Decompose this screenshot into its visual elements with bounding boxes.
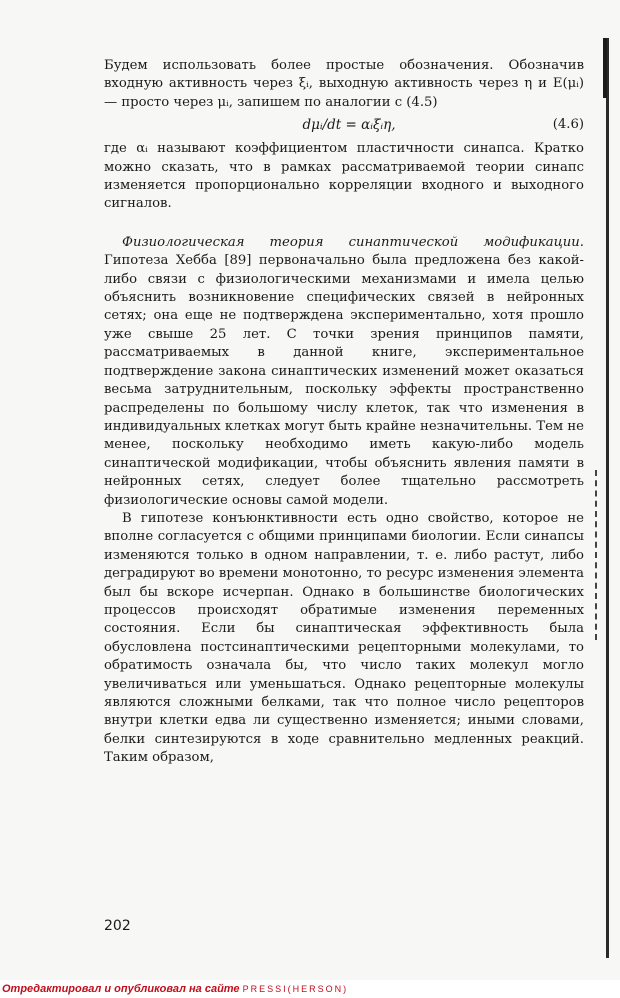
footer-text: Отредактировал и опубликовал на сайте bbox=[2, 983, 240, 995]
section-gap bbox=[104, 214, 584, 234]
section-heading: Физиологическая теория синаптической модификации. bbox=[122, 234, 584, 250]
intro-paragraph: Будем использовать более простые обозначения. Обозначив входную активность через ξᵢ, выходную активность через η и E(μᵢ) — просто через μᵢ, запишем по аналогии с (4.5) bbox=[104, 58, 584, 110]
margin-marker bbox=[585, 470, 597, 640]
formula-number: (4.6) bbox=[552, 117, 584, 133]
after-formula-paragraph: где αᵢ называют коэффициентом пластичности синапса. Кратко можно сказать, что в рамках рассматриваемой теории синапс изменяется пропорционально корреляции входного и выходного сигналов. bbox=[104, 141, 584, 212]
page-edge-rule bbox=[606, 38, 609, 958]
footer-brand: PRESSI(HERSON) bbox=[242, 984, 349, 994]
conjunctivity-paragraph: В гипотезе конъюнктивности есть одно свойство, которое не вполне согласуется с общими принципами биологии. Если синапсы изменяются только в одном направлении, т. е. либо растут, либо деградируют во времени монотонно, то ресурс изменения элемента был бы вскоре исчерпан. Однако в большинстве биологических процессов происходят обратимые изменения переменных состояния. Если бы синаптическая эффективность была обусловлена постсинаптическими рецепторными молекулами, то обратимость означала бы, что число таких молекул могло увеличиваться или уменьшаться. Однако рецепторные молекулы являются сложными белками, так что полное число рецепторов внутри клетки едва ли существенно изменяется; иными словами, белки синтезируются в ходе сравнительно медленных реакций. Таким образом, bbox=[104, 510, 584, 766]
page-edge-rule-top bbox=[603, 38, 607, 98]
page-text bbox=[104, 57, 584, 768]
page-number: 202 bbox=[104, 918, 131, 934]
formula: dμᵢ/dt = αᵢξᵢη, bbox=[302, 117, 396, 134]
formula-row bbox=[104, 114, 584, 136]
section-paragraph bbox=[104, 234, 584, 510]
footer-credit bbox=[0, 980, 620, 998]
section-body: Гипотеза Хебба [89] первоначально была предложена без какой-либо связи с физиологическими механизмами и имела целью объяснить возникновение специфических связей в нейронных сетях; она еще не подтверждена экспериментально, хотя прошло уже свыше 25 лет. С точки зрения принципов памяти, рассматриваемых в данной книге, экспериментальное подтверждение закона синаптических изменений может оказаться весьма затруднительным, поскольку эффекты пространственно распределены по большому числу клеток, так что изменения в индивидуальных клетках могут быть крайне незначительны. Тем не менее, поскольку необходимо иметь какую-либо модель синаптической модификации, чтобы объяснить явления памяти в нейронных сетях, следует более тщательно рассмотреть физиологические основы самой модели. bbox=[104, 253, 584, 508]
